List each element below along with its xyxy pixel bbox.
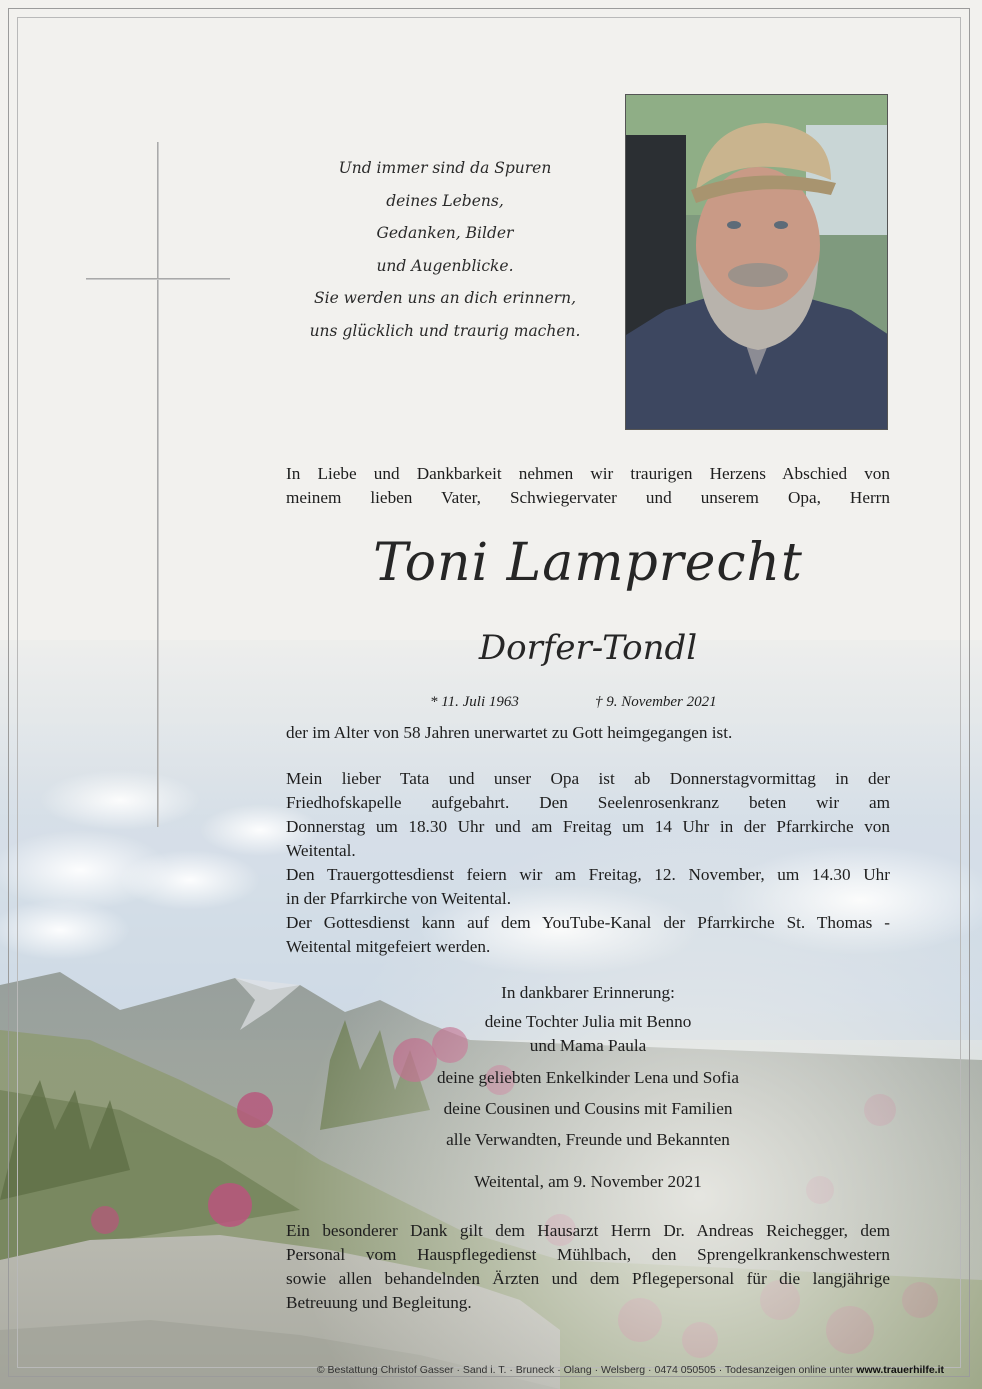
announcement-line: Mein lieber Tata und unser Opa ist ab Donnerstagvormittag in der <box>286 769 890 788</box>
mourner-line: deine geliebten Enkelkinder Lena und Sofia <box>436 1068 740 1087</box>
portrait-photo <box>625 94 888 430</box>
mourner-line: und Mama Paula <box>529 1036 647 1055</box>
poem-line: Und immer sind da Spuren <box>338 159 552 177</box>
announcement-line: Weitental. <box>286 841 356 860</box>
mourner-line: deine Cousinen und Cousins mit Familien <box>443 1099 733 1118</box>
poem-line: und Augenblicke. <box>376 256 514 275</box>
announcement-line: Donnerstag um 18.30 Uhr und am Freitag um 14 Uhr in der Pfarrkirche von <box>286 817 890 836</box>
poem-line: deines Lebens, <box>386 191 504 210</box>
poem-line: Sie werden uns an dich erinnern, <box>314 289 576 308</box>
place-and-date: Weitental, am 9. November 2021 <box>474 1172 702 1191</box>
announcement-line: Friedhofskapelle aufgebahrt. Den Seelenrosenkranz beten wir am <box>286 793 890 812</box>
birth-date: * 11. Juli 1963 <box>430 694 519 710</box>
thanks-line: sowie allen behandelnden Ärzten und dem Pflegepersonal für die langjährige <box>286 1269 890 1288</box>
poem <box>270 152 620 348</box>
announcement-line: Den Trauergottesdienst feiern wir am Freitag, 12. November, um 14.30 Uhr <box>286 865 890 884</box>
cross-icon <box>157 142 159 827</box>
footer-text: © Bestattung Christof Gasser · Sand i. T. · Bruneck · Olang · Welsberg · 0474 050505 · Todesanzeigen online unter <box>316 1364 854 1376</box>
thanks-line: Betreuung und Begleitung. <box>286 1293 472 1312</box>
mourner-line: alle Verwandten, Freunde und Bekannten <box>446 1130 730 1149</box>
announcement-line: Weitental mitgefeiert werden. <box>286 937 491 956</box>
mourners-heading: In dankbarer Erinnerung: <box>501 983 675 1002</box>
mourner-line: deine Tochter Julia mit Benno <box>484 1012 692 1031</box>
age-line: der im Alter von 58 Jahren unerwartet zu Gott heimgegangen ist. <box>286 723 733 742</box>
deceased-name: Toni Lamprecht <box>373 533 803 593</box>
death-date: † 9. November 2021 <box>595 694 717 710</box>
poem-line: uns glücklich und traurig machen. <box>309 321 581 340</box>
intro-line: meinem lieben Vater, Schwiegervater und unserem Opa, Herrn <box>286 488 890 507</box>
cross-icon-bar <box>86 278 230 280</box>
announcement-line: Der Gottesdienst kann auf dem YouTube-Kanal der Pfarrkirche St. Thomas - <box>286 913 890 932</box>
footer-link[interactable]: www.trauerhilfe.it <box>856 1364 944 1376</box>
intro-line: In Liebe und Dankbarkeit nehmen wir traurigen Herzens Abschied von <box>286 464 890 483</box>
announcement-line: in der Pfarrkirche von Weitental. <box>286 889 511 908</box>
footer <box>0 1362 982 1378</box>
poem-line: Gedanken, Bilder <box>376 224 514 243</box>
thanks-line: Ein besonderer Dank gilt dem Hausarzt Herrn Dr. Andreas Reichegger, dem <box>286 1221 890 1240</box>
deceased-nickname: Dorfer-Tondl <box>478 628 698 668</box>
thanks-line: Personal vom Hauspflegedienst Mühlbach, den Sprengelkrankenschwestern <box>286 1245 890 1264</box>
